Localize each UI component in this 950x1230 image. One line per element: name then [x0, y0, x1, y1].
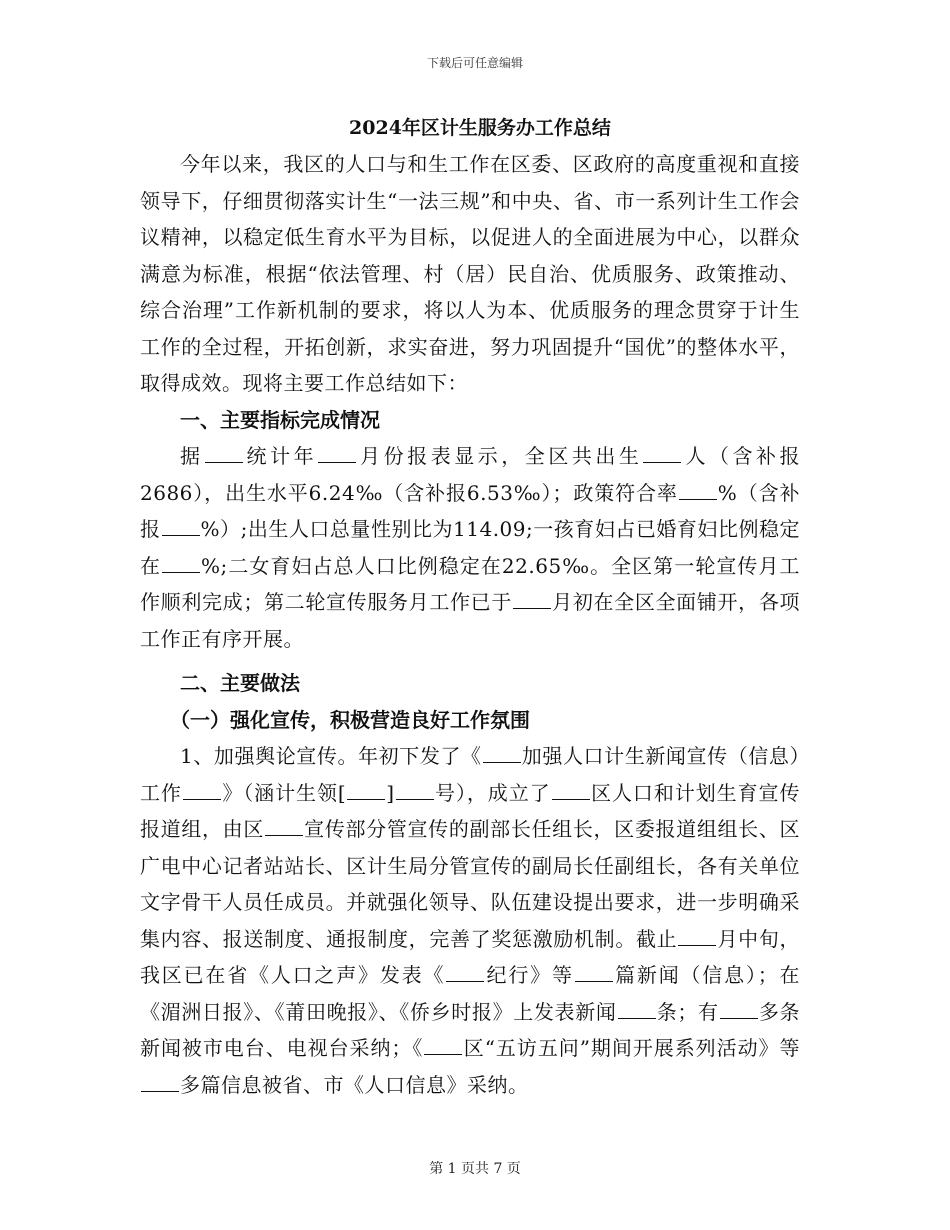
intro-paragraph: 今年以来，我区的人口与和生工作在区委、区政府的高度重视和直接领导下，仔细贯彻落实计生“一法三规”和中央、省、市一系列计生工作会议精神，以稳定低生育水平为目标，以促进人的全面进展为中心，以群众满意为标准，根据“依法管理、村（居）民自治、优质服务、政策推动、综合治理”工作新机制的要求，将以人为本、优质服务的理念贯穿于计生工作的全过程，开拓创新，求实奋进，努力巩固提升“国优”的整体水平，取得成效。现将主要工作总结如下： — [140, 152, 800, 395]
section-1-heading: 一、主要指标完成情况 — [180, 407, 380, 432]
fill-blank — [720, 998, 758, 1019]
fill-blank — [162, 515, 200, 536]
fill-blank — [483, 742, 521, 763]
fill-blank — [643, 442, 681, 463]
fill-blank — [552, 779, 590, 800]
fill-blank — [679, 479, 717, 500]
document-title: 2024年区计生服务办工作总结 — [349, 117, 611, 139]
fill-blank — [141, 1071, 179, 1092]
fill-blank — [396, 779, 434, 800]
document-body — [140, 110, 800, 1103]
section-1-paragraph: 据 统计年 月份报表显示，全区共出生 人（含补报2686），出生水平6.24‰（含补报6.53‰）；政策符合率 %（含补报 %）;出生人口总量性别比为114.09;一孩育妇占已婚育妇比例稳定在 %;二女育妇占总人口比例稳定在22.65‰。全区第一轮宣传月工作顺利完成；第二轮宣传服务月工作已于 月初在全区全面铺开，各项工作正有序开展。 — [140, 444, 801, 651]
section-2-sub-1-paragraph: 1、加强舆论宣传。年初下发了《 加强人口计生新闻宣传（信息）工作 》（涵计生领[ ] 号），成立了 区人口和计划生育宣传报道组，由区 宣传部分管宣传的副部长任组长，区委报道组组长、区广电中心记者站站长、区计生局分管宣传的副局长任副组长，各有关单位文字骨干人员任成员。并就强化领导、队伍建设提出要求，进一步明确采集内容、报送制度、通报制度，完善了奖惩激励机制。截止 月中旬，我区已在省《人口之声》发表《 纪行》等 篇新闻（信息）；在《湄洲日报》、《莆田晚报》、《侨乡时报》上发表新闻 条；有 多条新闻被市电台、电视台采纳；《 区“五访五问”期间开展系列活动》等多篇信息被省、市《人口信息》采纳。 — [140, 744, 801, 1097]
fill-blank — [205, 442, 243, 463]
section-2-heading: 二、主要做法 — [180, 671, 300, 695]
fill-blank — [424, 1034, 462, 1055]
header-note: 下载后可任意编辑 — [426, 56, 523, 70]
fill-blank — [575, 961, 613, 982]
fill-blank — [265, 815, 303, 836]
fill-blank — [347, 779, 385, 800]
fill-blank — [318, 442, 356, 463]
section-2-sub-1-heading: （一）强化宣传，积极营造良好工作氛围 — [170, 707, 530, 732]
fill-blank — [678, 925, 716, 946]
fill-blank — [513, 588, 551, 609]
page-footer: 第 1 页共 7 页 — [429, 1161, 521, 1177]
fill-blank — [162, 552, 200, 573]
fill-blank — [446, 961, 484, 982]
fill-blank — [183, 779, 221, 800]
fill-blank — [618, 998, 656, 1019]
